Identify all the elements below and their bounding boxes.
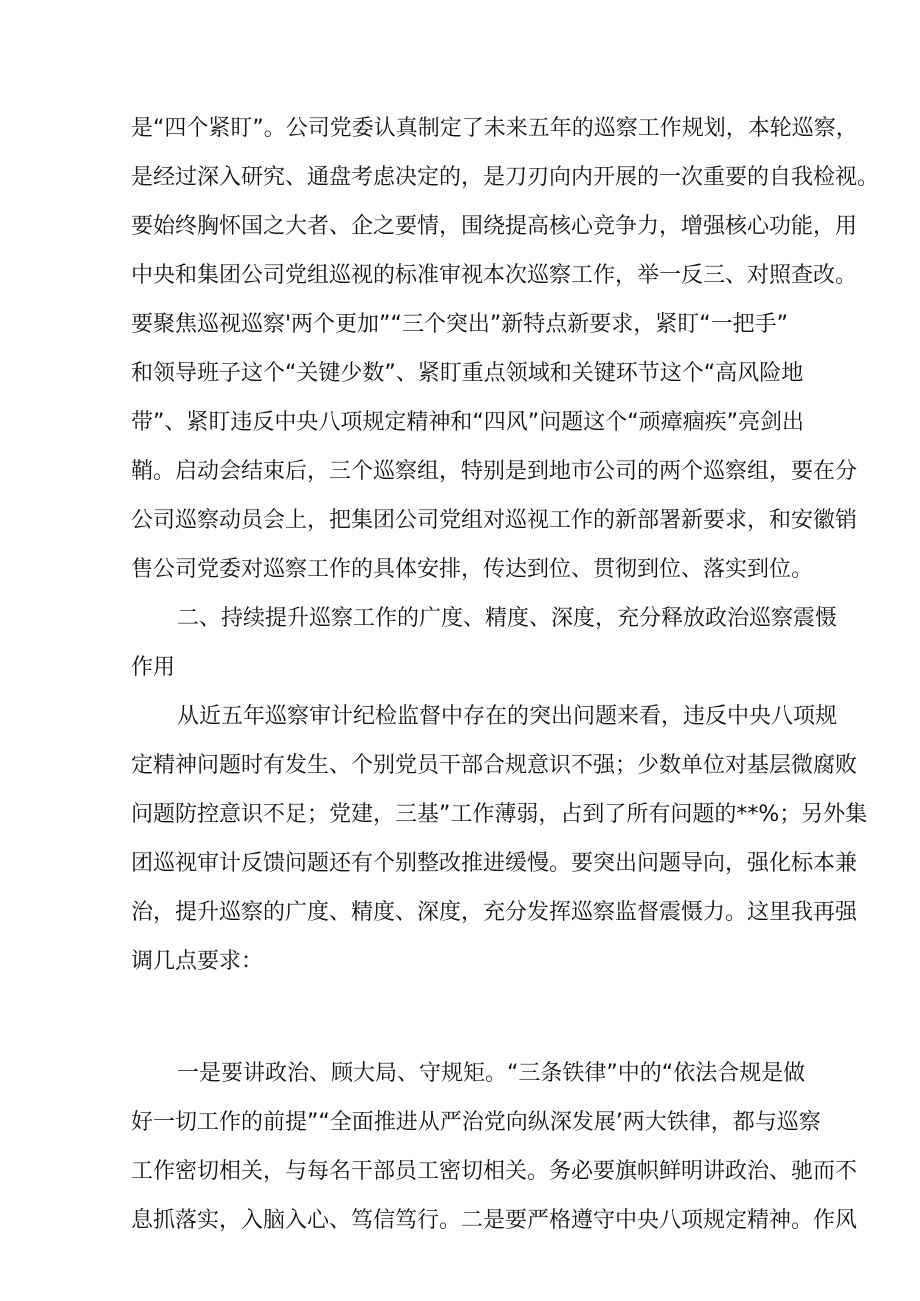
body-text-line: 工作密切相关，与每名干部员工密切相关。务必要旗帜鲜明讲政治、驰而不 [131,1159,858,1184]
body-text-line: 治，提升巡察的广度、精度、深度，充分发挥巡察监督震慑力。这里我再强 [131,900,858,925]
body-text-line: 公司巡察动员会上，把集团公司党组对巡视工作的新部署新要求，和安徽销 [131,508,858,533]
body-text-line: 定精神问题时有发生、个别党员干部合规意识不强；少数单位对基层微腐败 [131,753,858,778]
paragraph-first-line: 一是要讲政治、顾大局、守规矩。“三条铁律”中的“依法合规是做 [177,1061,806,1086]
body-text-line: 是经过深入研究、通盘考虑决定的，是刀刃向内开展的一次重要的自我检视。 [131,165,880,190]
body-text-line: 带”、紧盯违反中央八项规定精神和“四风”问题这个“顽瘴痼疾”亮剑出 [131,410,804,435]
body-text-line: 鞘。启动会结束后，三个巡察组，特别是到地市公司的两个巡察组，要在分 [131,459,858,484]
body-text-line: 团巡视审计反馈问题还有个别整改推进缓慢。要突出问题导向，强化标本兼 [131,851,858,876]
body-text-line: 是“四个紧盯”。公司党委认真制定了未来五年的巡察工作规划，本轮巡察， [131,116,858,141]
body-text-line: 要始终胸怀国之大者、企之要情，围绕提高核心竞争力，增强核心功能，用 [131,214,858,239]
body-text-line: 中央和集团公司党组巡视的标准审视本次巡察工作，举一反三、对照查改。 [131,263,858,288]
body-text-line: 息抓落实，入脑入心、笃信笃行。二是要严格遵守中央八项规定精神。作风 [131,1208,858,1233]
body-text-line: 问题防控意识不足；党建，三基”工作薄弱，占到了所有问题的**%；另外集 [131,802,868,827]
paragraph-first-line: 从近五年巡察审计纪检监督中存在的突出问题来看，违反中央八项规 [177,704,838,729]
body-text-line: 好一切工作的前提”“全面推进从严治党向纵深发展’两大铁律，都与巡察 [131,1110,821,1135]
body-text-line: 和领导班子这个“关键少数”、紧盯重点领域和关键环节这个“高风险地 [131,361,804,386]
body-text-line: 要聚焦巡视巡察'两个更加”“三个突出”新特点新要求，紧盯“一把手” [131,312,789,337]
body-text-line: 售公司党委对巡察工作的具体安排，传达到位、贯彻到位、落实到位。 [131,557,814,582]
section-heading: 二、持续提升巡察工作的广度、精度、深度，充分释放政治巡察震慑 [177,606,838,631]
section-heading-continuation: 作用 [131,655,176,680]
body-text-line: 调几点要求： [131,949,264,974]
